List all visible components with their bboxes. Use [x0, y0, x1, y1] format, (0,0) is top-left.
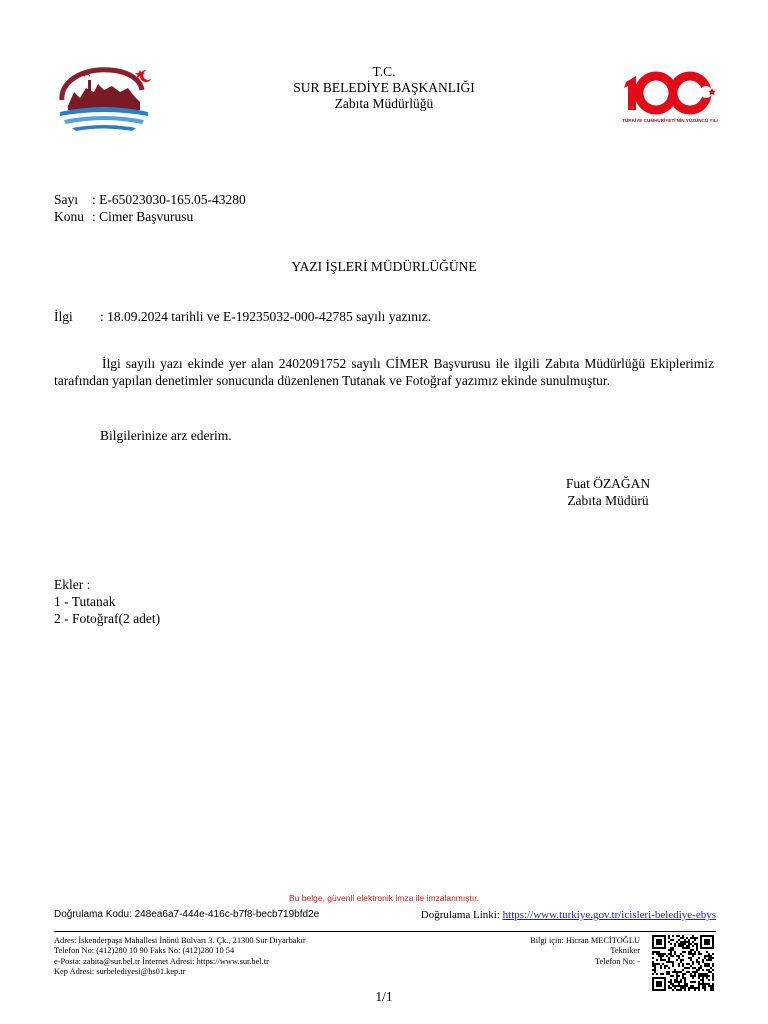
footer-contact-info [530, 936, 640, 967]
attachment-item: 1 - Tutanak [54, 594, 116, 609]
signatory-title: Zabıta Müdürü [567, 493, 649, 508]
centennial-caption: TÜRKİYE CUMHURİYETİ'NİN YÜZÜNCÜ YILI [622, 118, 718, 123]
footer-divider [54, 931, 716, 932]
addressee: YAZI İŞLERİ MÜDÜRLÜĞÜNE [291, 259, 477, 274]
reference-label: İlgi [54, 309, 73, 324]
info-contact-role: Tekniker [610, 946, 640, 956]
verification-link [421, 909, 716, 921]
signatory-name: Fuat ÖZAĞAN [565, 476, 651, 491]
footer-address [54, 936, 306, 978]
page-number: 1/1 [375, 989, 393, 1004]
info-contact-phone: Telefon No: - [595, 956, 640, 966]
attachment-item: 2 - Fotoğraf(2 adet) [54, 611, 161, 626]
centennial-logo [620, 68, 720, 126]
municipality-logo [54, 62, 154, 134]
sayi-label: Sayı [54, 192, 79, 207]
footer-address-line: Adres: İskenderpaşa Mahallesi İnönü Bulvarı 3. Çk., 21300 Sur Diyarbakır [54, 936, 306, 945]
body-paragraph: İlgi sayılı yazı ekinde yer alan 2402091752 sayılı CİMER Başvurusu ile ilgili Zabıta Müdürlüğü Ekiplerimiz tarafından yapılan denetimler sonucunda düzenlenen Tutanak ve Fotoğraf yazımız ekinde sunulmuştur. [54, 356, 714, 388]
e-signature-notice: Bu belge, güvenli elektronik imza ile imzalanmıştır. [289, 893, 479, 903]
verification-code-value: 248ea6a7-444e-416c-b7f8-becb719bfd2e [134, 909, 320, 920]
verification-link-url[interactable]: https://www.turkiye.gov.tr/icisleri-belediye-ebys [502, 909, 716, 921]
qr-code [652, 935, 714, 991]
footer-kep-line: Kep Adresi: surbelediyesi@hs01.kep.tr [54, 967, 186, 977]
verification-link-label: Doğrulama Linki: [420, 909, 500, 921]
letterhead-line-tc: T.C. [372, 64, 396, 79]
verification-code-label: Doğrulama Kodu: [54, 909, 132, 920]
reference-value: : 18.09.2024 tarihli ve E-19235032-000-42785 sayılı yazınız. [100, 309, 432, 324]
footer-email-line: e-Posta: zabita@sur.bel.tr İnternet Adresi: https://www.sur.bel.tr [54, 956, 269, 966]
letterhead [234, 64, 534, 112]
konu-label: Konu [54, 209, 84, 224]
letterhead-department: Zabıta Müdürlüğü [334, 96, 434, 111]
sayi-value: : E-65023030-165.05-43280 [92, 192, 246, 207]
info-contact-person: Bilgi için: Hicran MECİTOĞLU [530, 936, 640, 945]
footer-phone-line: Telefon No: (412)280 10 90 Faks No: (412)280 10 54 [54, 946, 235, 956]
verification-code [54, 909, 319, 921]
closing-line: Bilgilerinize arz ederim. [100, 428, 232, 443]
konu-value: : Cimer Başvurusu [92, 209, 194, 224]
signature-block [530, 476, 686, 509]
attachments [54, 577, 160, 627]
letterhead-institution: SUR BELEDİYE BAŞKANLIĞI [293, 80, 475, 95]
attachments-heading: Ekler : [54, 577, 91, 592]
